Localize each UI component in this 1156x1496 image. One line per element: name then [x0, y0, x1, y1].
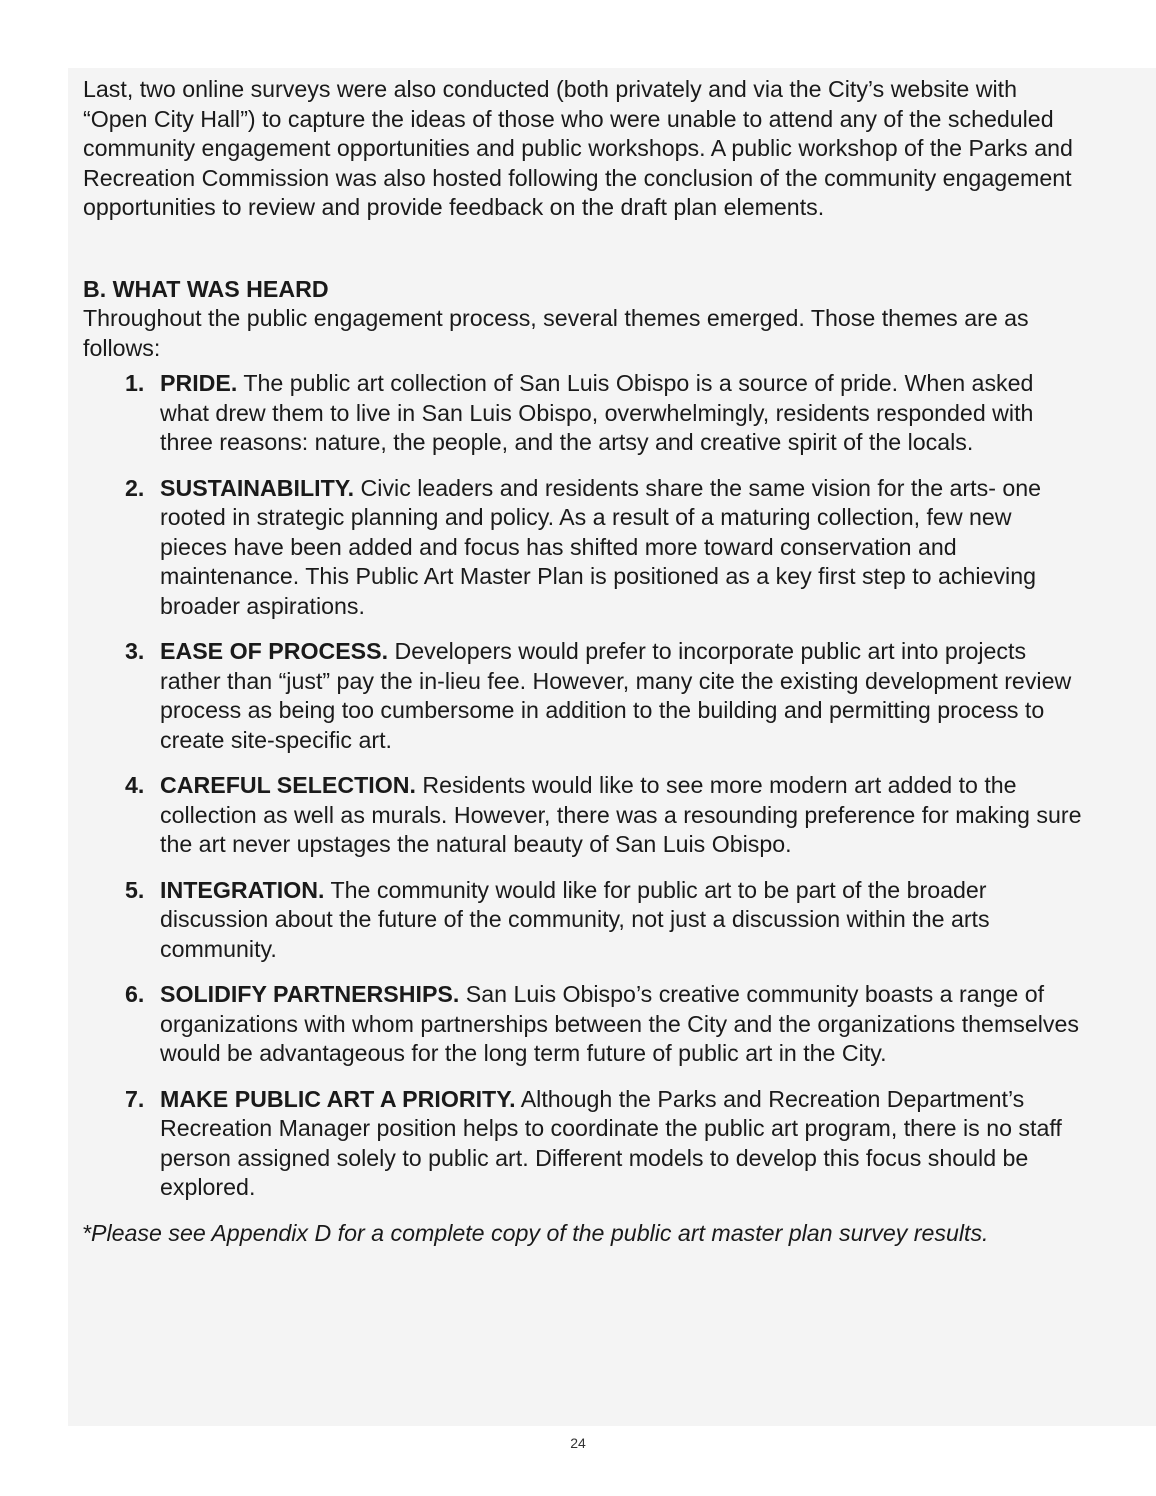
- themes-list: [83, 369, 1083, 1203]
- theme-term: EASE OF PROCESS.: [160, 638, 389, 664]
- theme-term: CAREFUL SELECTION.: [160, 772, 416, 798]
- theme-number: 2.: [125, 474, 145, 501]
- theme-number: 6.: [125, 981, 145, 1007]
- theme-text: San Luis Obispo’s creative community boasts a range of organizations with whom partnerships between the City and the organizations themselves would be advantageous for the long term future of public art in the City.: [160, 981, 1079, 1066]
- theme-text: Developers would prefer to incorporate public art into projects rather than “just” pay the in-lieu fee. However, many cite the existing development review process as being too cumbersome in addition to the building and permitting process to create site-specific art.: [160, 638, 1072, 753]
- theme-item-sustainability: [83, 474, 1083, 622]
- theme-text: The community would like for public art to be part of the broader discussion about the future of the community, not just a discussion within the arts community.: [160, 876, 990, 962]
- theme-item-ease-of-process: [83, 637, 1083, 755]
- theme-item-solidify-partnerships: [83, 980, 1083, 1069]
- intro-paragraph: Last, two online surveys were also conducted (both privately and via the City’s website with “Open City Hall”) to capture the ideas of those who were unable to attend any of the scheduled community engagement opportunities and public workshops. A public workshop of the Parks and Recreation Commission was also hosted following the conclusion of the community engagement opportunities to review and provide feedback on the draft plan elements.: [83, 76, 1073, 220]
- theme-text: Civic leaders and residents share the same vision for the arts- one rooted in strategic planning and policy. As a result of a maturing collection, few new pieces have been added and focus has shifted more toward conservation and maintenance. This Public Art Master Plan is positioned as a key first step to achieving broader aspirations.: [160, 474, 1042, 619]
- theme-text: Residents would like to see more modern art added to the collection as well as murals. However, there was a resounding preference for making sure the art never upstages the natural beauty of San Luis Obispo.: [160, 772, 1082, 857]
- theme-number: 7.: [125, 1085, 145, 1112]
- appendix-note: *Please see Appendix D for a complete copy of the public art master plan survey results.: [82, 1219, 989, 1246]
- section-lead: Throughout the public engagement process, several themes emerged. Those themes are as follows:: [83, 305, 1029, 361]
- theme-text: The public art collection of San Luis Obispo is a source of pride. When asked what drew them to live in San Luis Obispo, overwhelmingly, residents responded with three reasons: nature, the people, and the artsy and creative spirit of the locals.: [160, 370, 1034, 455]
- theme-term: SOLIDIFY PARTNERSHIPS.: [160, 981, 460, 1007]
- theme-number: 3.: [125, 638, 145, 664]
- theme-number: 4.: [125, 772, 145, 798]
- theme-item-careful-selection: [83, 771, 1083, 860]
- section-heading: B. WHAT WAS HEARD: [83, 275, 329, 302]
- theme-term: INTEGRATION.: [160, 876, 325, 903]
- theme-term: MAKE PUBLIC ART A PRIORITY.: [160, 1085, 516, 1112]
- theme-number: 5.: [125, 876, 145, 903]
- theme-number: 1.: [125, 370, 145, 396]
- page-number: 24: [570, 1435, 586, 1451]
- theme-item-integration: [83, 876, 1083, 965]
- theme-term: SUSTAINABILITY.: [160, 474, 355, 501]
- theme-item-pride: [83, 369, 1083, 458]
- theme-item-make-public-art-a-priority: [83, 1085, 1083, 1203]
- document-body: [83, 75, 1083, 1248]
- theme-term: PRIDE.: [160, 370, 238, 396]
- theme-text: Although the Parks and Recreation Department’s Recreation Manager position helps to coordinate the public art program, there is no staff person assigned solely to public art. Different models to develop this focus should be explored.: [160, 1085, 1062, 1200]
